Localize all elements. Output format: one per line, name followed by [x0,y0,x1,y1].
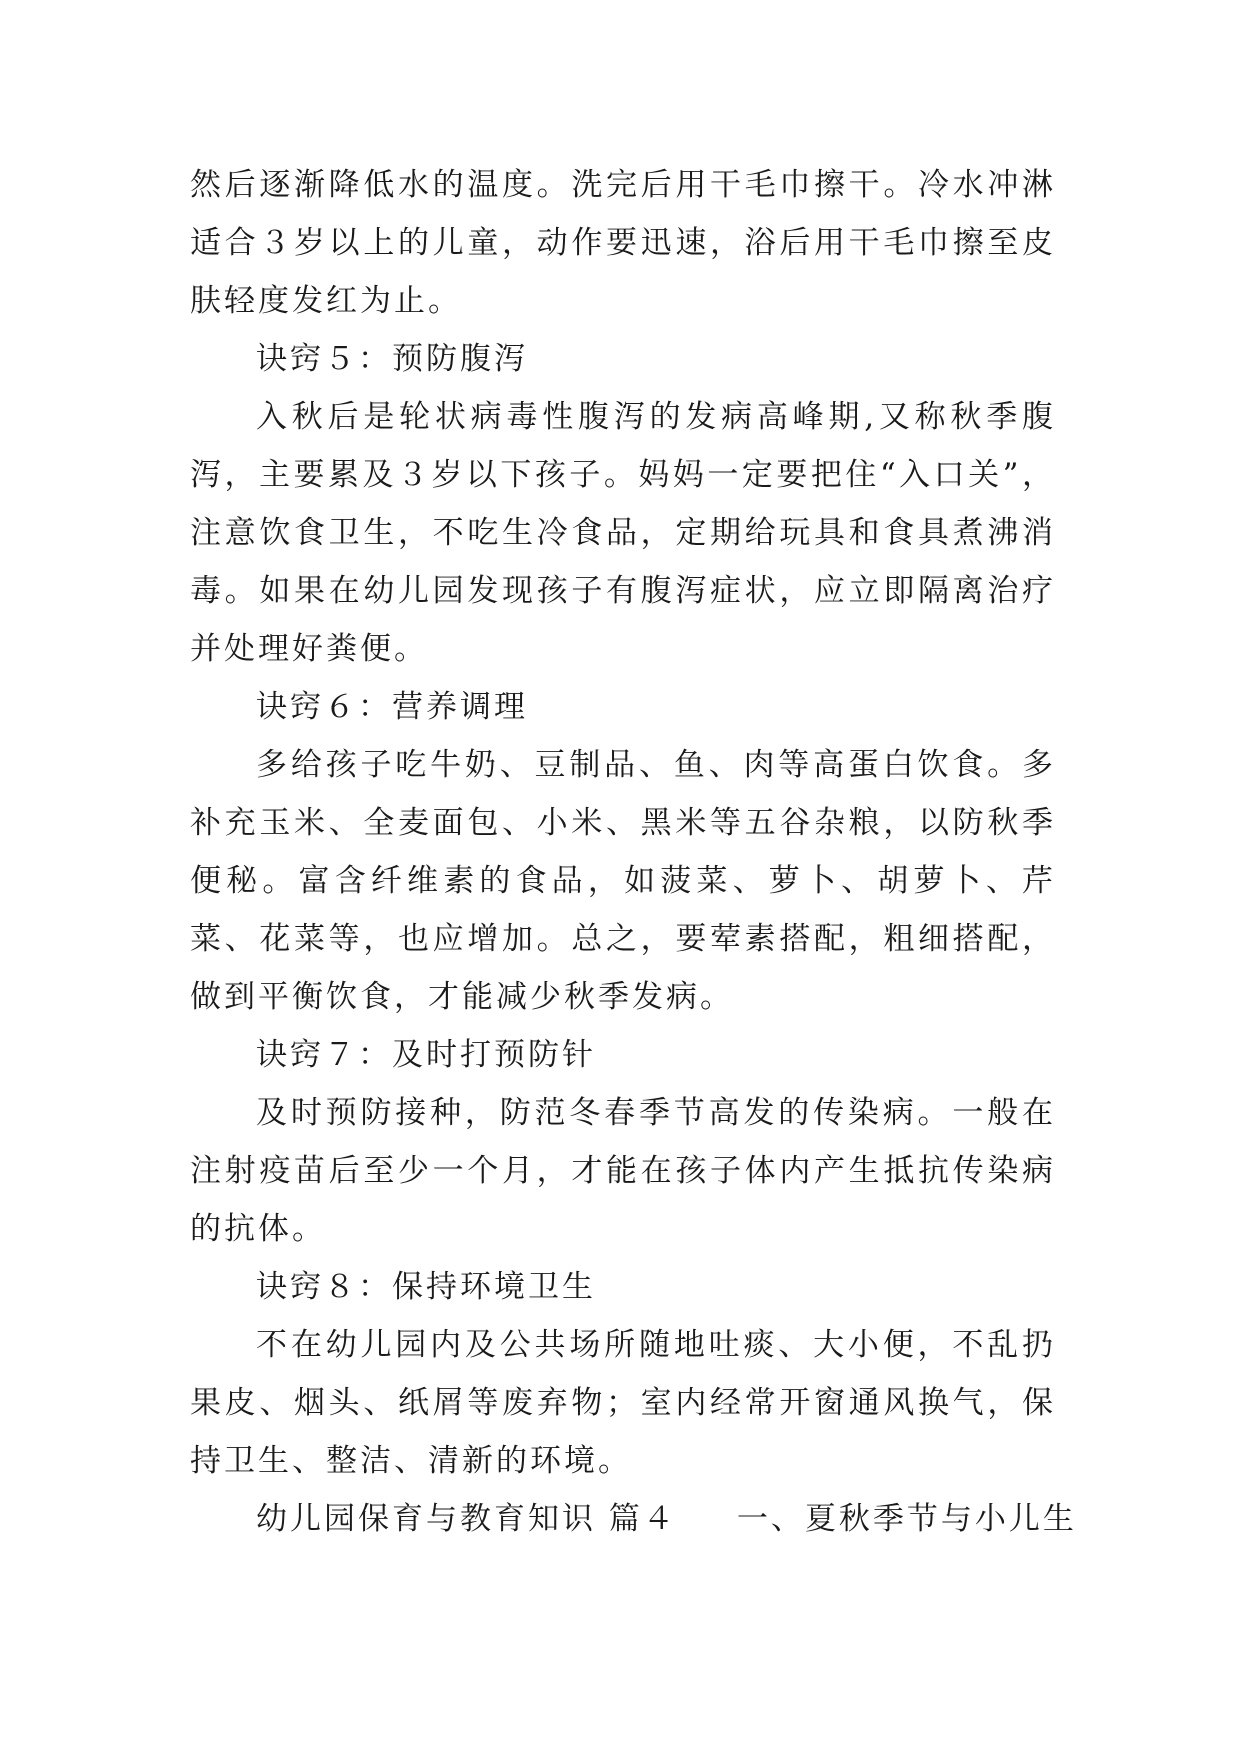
paragraph-tip-8: 不在幼儿园内及公共场所随地吐痰、大小便，不乱扔果皮、烟头、纸屑等废弃物；室内经常开窗通风换气，保持卫生、整洁、清新的环境。 [190,1327,1056,1479]
paragraph-tip-6: 多给孩子吃牛奶、豆制品、鱼、肉等高蛋白饮食。多补充玉米、全麦面包、小米、黑米等五谷杂粮，以防秋季便秘。富含纤维素的食品，如菠菜、萝卜、胡萝卜、芹菜、花菜等，也应增加。总之，要荤素搭配，粗细搭配，做到平衡饮食，才能减少秋季发病。 [190,747,1056,1015]
heading-tip-5: 诀窍５：预防腹泻 [256,341,528,377]
next-section-heading: 一、夏秋季节与小儿生 [736,1501,1077,1537]
section-number: 篇４ [608,1501,677,1537]
paragraph-tip-5: 入秋后是轮状病毒性腹泻的发病高峰期,又称秋季腹泻，主要累及３岁以下孩子。妈妈一定要把住“入口关”，注意饮食卫生，不吃生冷食品，定期给玩具和食具煮沸消毒。如果在幼儿园发现孩子有腹泻症状，应立即隔离治疗并处理好粪便。 [190,399,1056,667]
document-body [190,156,1077,1548]
heading-tip-7: 诀窍７：及时打预防针 [256,1037,596,1073]
heading-tip-8: 诀窍８：保持环境卫生 [256,1269,596,1305]
next-section-line [190,1490,1077,1548]
article-title: 幼儿园保育与教育知识 [256,1501,596,1537]
heading-tip-6: 诀窍６：营养调理 [256,689,528,725]
paragraph-tip-7: 及时预防接种，防范冬春季节高发的传染病。一般在注射疫苗后至少一个月，才能在孩子体内产生抵抗传染病的抗体。 [190,1095,1056,1247]
paragraph-bath-instructions: 然后逐渐降低水的温度。洗完后用干毛巾擦干。冷水冲淋适合３岁以上的儿童，动作要迅速，浴后用干毛巾擦至皮肤轻度发红为止。 [190,167,1056,319]
